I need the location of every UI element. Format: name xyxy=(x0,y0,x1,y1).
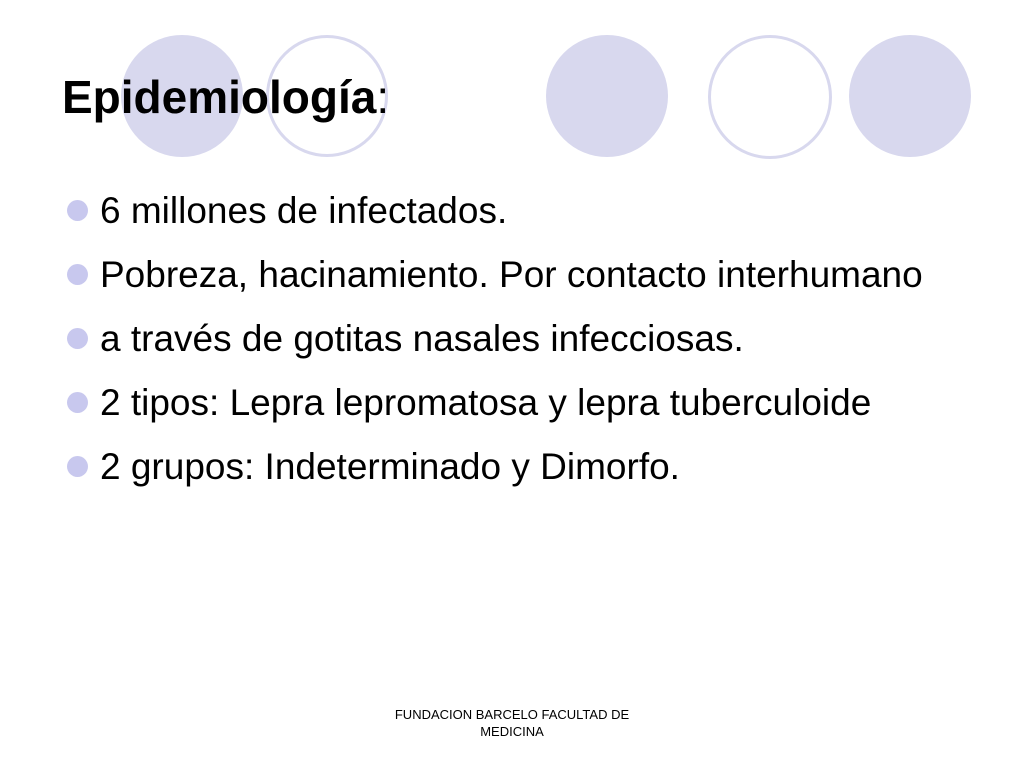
bullet-item xyxy=(0,376,1024,430)
bullet-dot-icon xyxy=(67,392,88,413)
bullet-item xyxy=(0,440,1024,494)
bullet-text: Pobreza, hacinamiento. Por contacto interhumano xyxy=(100,254,923,295)
bullet-item xyxy=(0,248,1024,302)
bullet-dot-icon xyxy=(67,200,88,221)
bullet-item xyxy=(0,184,1024,238)
footer-line: FUNDACION BARCELO FACULTAD DE xyxy=(394,707,630,722)
slide-title-text: Epidemiología xyxy=(62,71,377,123)
slide-title xyxy=(62,64,389,130)
bullet-dot-icon xyxy=(67,264,88,285)
decorative-circle-outline xyxy=(708,35,832,159)
footer-line: MEDICINA xyxy=(480,724,544,739)
bullet-text: 2 tipos: Lepra lepromatosa y lepra tuberculoide xyxy=(100,382,872,423)
bullet-dot-icon xyxy=(67,456,88,477)
bullet-text: a través de gotitas nasales infecciosas. xyxy=(100,318,744,359)
decorative-circle-filled xyxy=(849,35,971,157)
bullet-list xyxy=(0,184,1024,494)
decorative-circle-filled xyxy=(546,35,668,157)
bullet-text: 2 grupos: Indeterminado y Dimorfo. xyxy=(100,446,680,487)
bullet-text: 6 millones de infectados. xyxy=(100,190,508,231)
slide-title-colon: : xyxy=(376,71,390,123)
bullet-dot-icon xyxy=(67,328,88,349)
bullet-item xyxy=(0,312,1024,366)
slide-footer xyxy=(362,706,662,740)
